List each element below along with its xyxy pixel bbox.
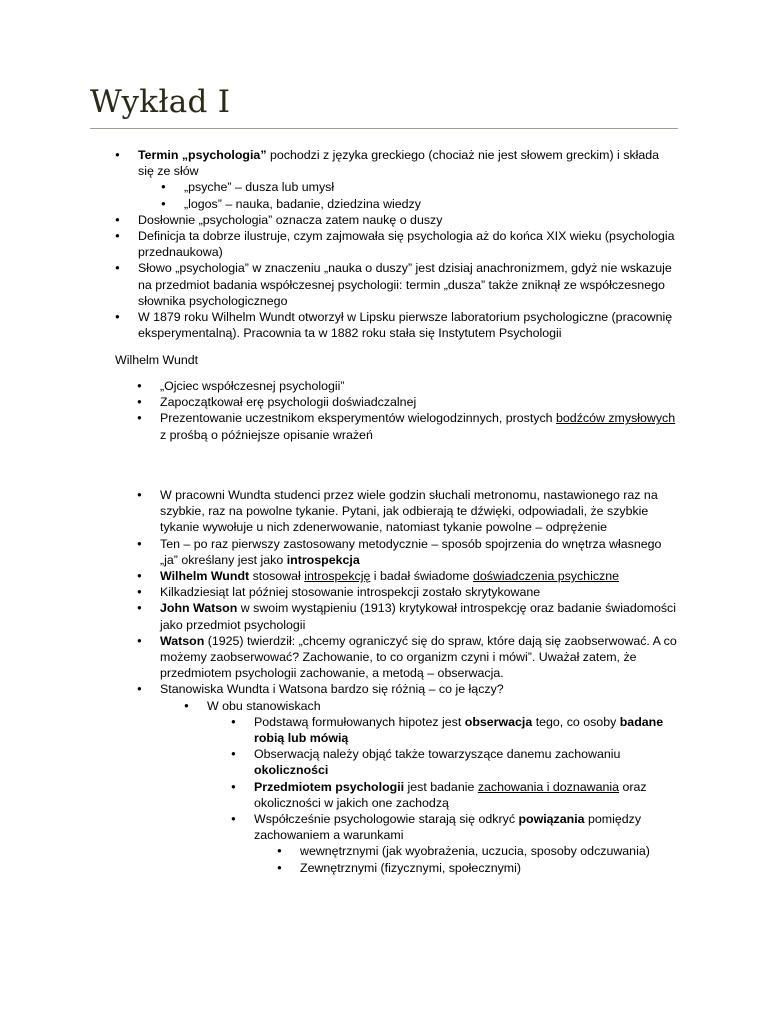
list-item: ● W obu stanowiskach — [184, 698, 321, 713]
list-item: ● Definicja ta dobrze ilustruje, czym zajmowała się psychologia aż do końca XIX wieku (psychologia przednaukowa) — [115, 229, 675, 260]
bullet-icon: ● — [161, 198, 166, 208]
list-item: ● Prezentowanie uczestnikom eksperymentów wielogodzinnych, prostych bodźców zmysłowych z prośbą o późniejsze opisanie wrażeń — [137, 411, 676, 442]
list-item: ● Stanowiska Wundta i Watsona bardzo się różnią – co je łączy? — [137, 682, 504, 697]
list-item: ● Watson (1925) twierdził: „chcemy ograniczyć się do spraw, które dają się zaobserwować. A co możemy zaobserwować? Zachowanie, to co organizm czyni i mówi”. Uważał zatem, że przedmiotem psychologii zachowanie, a metodą – obserwacja. — [137, 633, 677, 681]
bullet-icon: ● — [184, 700, 189, 710]
bullet-icon: ● — [115, 263, 120, 273]
list-item: ● John Watson w swoim wystąpieniu (1913) krytykował introspekcję oraz badanie świadomości jako przedmiot psychologii — [137, 601, 677, 632]
list-item: ● Termin „psychologia” pochodzi z języka greckiego (chociaż nie jest słowem greckim) i składa się ze słów — [115, 148, 660, 179]
bullet-icon: ● — [277, 846, 282, 856]
bullet-icon: ● — [137, 490, 142, 499]
section-heading: Wilhelm Wundt — [115, 353, 199, 367]
bullet-icon: ● — [137, 381, 142, 390]
bullet-icon: ● — [115, 214, 120, 224]
list-item: ● Obserwacją należy objąć także towarzyszące danemu zachowaniu okoliczności — [231, 747, 621, 778]
list-item: ● Podstawą formułowanych hipotez jest obserwacja tego, co osoby badane robią lub mówią — [231, 714, 664, 746]
page-title: Wykład I — [90, 84, 231, 120]
bullet-icon: ● — [137, 603, 142, 613]
list-item: ● Słowo „psychologia” w znaczeniu „nauka o duszy” jest dzisiaj anachronizmem, gdyż nie wskazuje na przedmiot badania współczesnej psychologii: termin „dusza” także zniknął ze współczesnego słownika psychologicznego — [115, 261, 672, 308]
intro-list — [0, 147, 768, 341]
bullet-icon: ● — [137, 538, 142, 548]
bullet-icon: ● — [137, 397, 142, 407]
list-item: ● „psyche” – dusza lub umysł — [161, 180, 335, 195]
list-item: ● „logos” – nauka, badanie, dziedzina wiedzy — [161, 196, 421, 211]
list-item: ● wewnętrznymi (jak wyobrażenia, uczucia, sposoby odczuwania) — [277, 844, 650, 859]
list-item: ● Zapoczątkował erę psychologii doświadczalnej — [137, 395, 417, 410]
list-item: ● Kilkadziesiąt lat później stosowanie introspekcji zostało skrytykowane — [137, 585, 541, 600]
list-item: ● Wilhelm Wundt stosował introspekcję i badał świadome doświadczenia psychiczne — [137, 569, 619, 584]
bullet-icon: ● — [137, 635, 142, 645]
list-item: ● Przedmiotem psychologii jest badanie zachowania i doznawania oraz okoliczności w jakich one zachodzą — [231, 779, 647, 810]
bullet-icon: ● — [231, 716, 236, 726]
bullet-icon: ● — [115, 312, 120, 322]
watson-list — [0, 487, 768, 876]
list-item: ● W 1879 roku Wilhelm Wundt otworzył w Lipsku pierwsze laboratorium psychologiczne (pracownię eksperymentalną). Pracownia ta w 1882 roku stała się Instytutem Psychologii — [115, 310, 673, 341]
list-item: ● Ten – po raz pierwszy zastosowany metodycznie – sposób spojrzenia do wnętrza własnego „ja” określany jest jako introspekcja — [137, 536, 662, 567]
list-item: ● Zewnętrznymi (fizycznymi, społecznymi) — [277, 860, 522, 875]
bullet-icon: ● — [231, 781, 236, 791]
list-item: ● Dosłownie „psychologia” oznacza zatem naukę o duszy — [115, 212, 443, 227]
bullet-icon: ● — [137, 587, 142, 597]
bullet-icon: ● — [137, 684, 142, 694]
title-underline — [90, 128, 678, 129]
bullet-icon: ● — [115, 150, 120, 159]
list-item: ● W pracowni Wundta studenci przez wiele godzin słuchali metronomu, nastawionego raz na szybkie, raz na powolne tykanie. Pytani, jak odbierają te dźwięki, odpowiadali, że szybkie tykanie wywołuje u nich zdenerwowanie, natomiast tykanie powolne – odprężenie — [137, 488, 658, 535]
bullet-icon: ● — [161, 182, 166, 192]
bullet-icon: ● — [137, 413, 142, 423]
wundt-list — [0, 378, 768, 443]
list-item: ● Współcześnie psychologowie starają się odkryć powiązania pomiędzy zachowaniem a warunkami — [231, 812, 642, 843]
bullet-icon: ● — [137, 571, 142, 581]
bullet-icon: ● — [115, 231, 120, 241]
list-item: ● „Ojciec współczesnej psychologii” — [137, 379, 345, 393]
bullet-icon: ● — [231, 814, 236, 824]
bullet-icon: ● — [277, 862, 282, 872]
bullet-icon: ● — [231, 749, 236, 759]
